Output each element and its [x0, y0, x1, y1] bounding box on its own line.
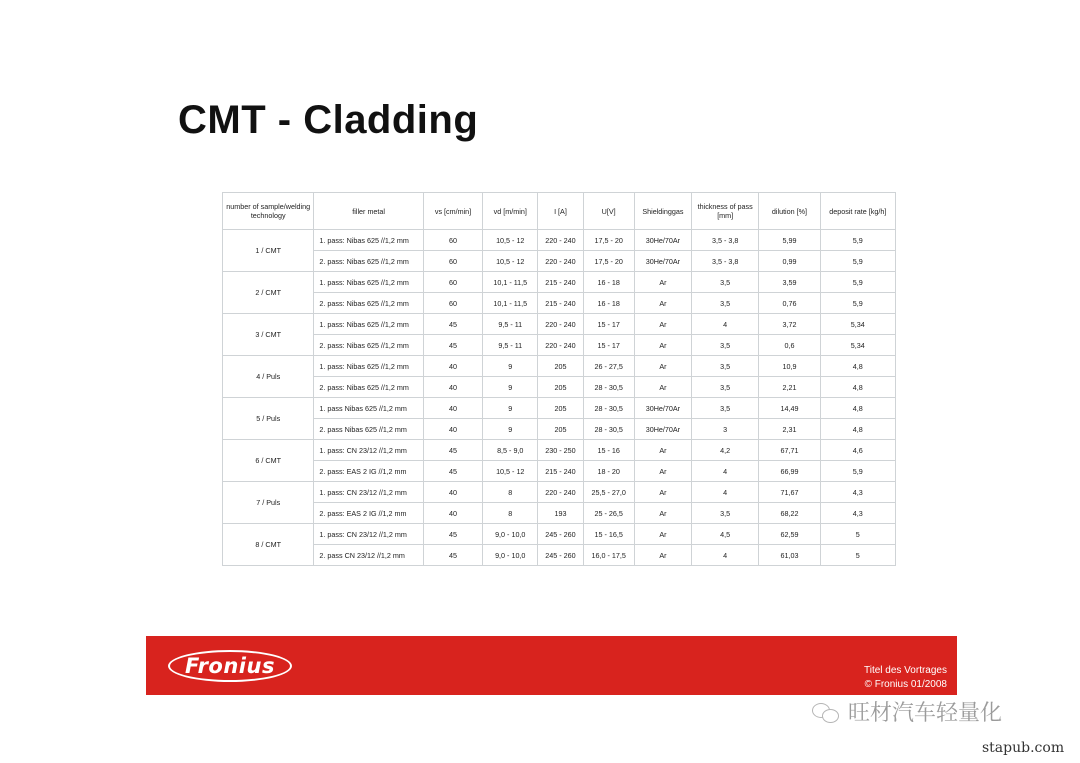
filler-metal-cell: 2. pass: EAS 2 IG //1,2 mm — [314, 461, 423, 482]
header-sample: number of sample/welding technology — [223, 193, 314, 230]
current-cell: 205 — [538, 398, 583, 419]
thickness-cell: 4,5 — [692, 524, 759, 545]
vd-cell: 9 — [483, 419, 538, 440]
deposit-rate-cell: 4,8 — [820, 377, 895, 398]
voltage-cell: 15 - 17 — [583, 314, 634, 335]
dilution-cell: 62,59 — [759, 524, 820, 545]
vd-cell: 10,5 - 12 — [483, 230, 538, 251]
vd-cell: 9 — [483, 356, 538, 377]
vs-cell: 45 — [423, 461, 482, 482]
dilution-cell: 14,49 — [759, 398, 820, 419]
current-cell: 220 - 240 — [538, 230, 583, 251]
vs-cell: 40 — [423, 398, 482, 419]
vs-cell: 60 — [423, 251, 482, 272]
thickness-cell: 3,5 - 3,8 — [692, 251, 759, 272]
current-cell: 193 — [538, 503, 583, 524]
voltage-cell: 15 - 16 — [583, 440, 634, 461]
deposit-rate-cell: 4,3 — [820, 503, 895, 524]
vd-cell: 9,0 - 10,0 — [483, 545, 538, 566]
thickness-cell: 4 — [692, 545, 759, 566]
shielding-gas-cell: Ar — [634, 356, 691, 377]
filler-metal-cell: 1. pass Nibas 625 //1,2 mm — [314, 398, 423, 419]
shielding-gas-cell: 30He/70Ar — [634, 398, 691, 419]
table-row — [223, 230, 896, 251]
thickness-cell: 3 — [692, 419, 759, 440]
dilution-cell: 0,6 — [759, 335, 820, 356]
filler-metal-cell: 1. pass: Nibas 625 //1,2 mm — [314, 230, 423, 251]
deposit-rate-cell: 5,9 — [820, 230, 895, 251]
filler-metal-cell: 2. pass: Nibas 625 //1,2 mm — [314, 293, 423, 314]
wechat-watermark — [812, 696, 1002, 727]
table-row — [223, 398, 896, 419]
wechat-icon — [812, 701, 840, 723]
table-row — [223, 251, 896, 272]
table-header-row — [223, 193, 896, 230]
vd-cell: 10,5 - 12 — [483, 251, 538, 272]
table-row — [223, 524, 896, 545]
table-row — [223, 335, 896, 356]
current-cell: 215 - 240 — [538, 461, 583, 482]
voltage-cell: 16 - 18 — [583, 293, 634, 314]
dilution-cell: 3,72 — [759, 314, 820, 335]
current-cell: 220 - 240 — [538, 314, 583, 335]
sample-cell: 4 / Puls — [223, 356, 314, 398]
vd-cell: 8 — [483, 503, 538, 524]
shielding-gas-cell: Ar — [634, 335, 691, 356]
current-cell: 205 — [538, 419, 583, 440]
vs-cell: 40 — [423, 482, 482, 503]
current-cell: 205 — [538, 377, 583, 398]
vs-cell: 40 — [423, 503, 482, 524]
deposit-rate-cell: 4,8 — [820, 419, 895, 440]
dilution-cell: 66,99 — [759, 461, 820, 482]
vs-cell: 60 — [423, 230, 482, 251]
filler-metal-cell: 2. pass: Nibas 625 //1,2 mm — [314, 251, 423, 272]
deposit-rate-cell: 5,34 — [820, 314, 895, 335]
table-row — [223, 545, 896, 566]
dilution-cell: 0,76 — [759, 293, 820, 314]
deposit-rate-cell: 4,8 — [820, 398, 895, 419]
sample-cell: 1 / CMT — [223, 230, 314, 272]
shielding-gas-cell: Ar — [634, 440, 691, 461]
header-dilution: dilution [%] — [759, 193, 820, 230]
dilution-cell: 2,21 — [759, 377, 820, 398]
vs-cell: 40 — [423, 356, 482, 377]
vs-cell: 45 — [423, 545, 482, 566]
table-body — [223, 230, 896, 566]
shielding-gas-cell: Ar — [634, 461, 691, 482]
vd-cell: 9,0 - 10,0 — [483, 524, 538, 545]
current-cell: 220 - 240 — [538, 335, 583, 356]
footer-presentation-title: Titel des Vortrages — [863, 665, 947, 676]
sample-cell: 5 / Puls — [223, 398, 314, 440]
shielding-gas-cell: Ar — [634, 293, 691, 314]
voltage-cell: 25 - 26,5 — [583, 503, 634, 524]
dilution-cell: 2,31 — [759, 419, 820, 440]
filler-metal-cell: 2. pass CN 23/12 //1,2 mm — [314, 545, 423, 566]
dilution-cell: 0,99 — [759, 251, 820, 272]
deposit-rate-cell: 4,3 — [820, 482, 895, 503]
header-filler-metal: filler metal — [314, 193, 423, 230]
vd-cell: 8,5 - 9,0 — [483, 440, 538, 461]
filler-metal-cell: 1. pass: Nibas 625 //1,2 mm — [314, 272, 423, 293]
vd-cell: 8 — [483, 482, 538, 503]
voltage-cell: 25,5 - 27,0 — [583, 482, 634, 503]
deposit-rate-cell: 5,34 — [820, 335, 895, 356]
header-voltage: U[V] — [583, 193, 634, 230]
voltage-cell: 26 - 27,5 — [583, 356, 634, 377]
current-cell: 215 - 240 — [538, 293, 583, 314]
footer-copyright: © Fronius 01/2008 — [864, 679, 947, 690]
sample-cell: 6 / CMT — [223, 440, 314, 482]
table-row — [223, 314, 896, 335]
voltage-cell: 18 - 20 — [583, 461, 634, 482]
current-cell: 230 - 250 — [538, 440, 583, 461]
shielding-gas-cell: 30He/70Ar — [634, 230, 691, 251]
voltage-cell: 17,5 - 20 — [583, 230, 634, 251]
thickness-cell: 3,5 — [692, 356, 759, 377]
thickness-cell: 4,2 — [692, 440, 759, 461]
deposit-rate-cell: 5,9 — [820, 293, 895, 314]
shielding-gas-cell: Ar — [634, 482, 691, 503]
current-cell: 220 - 240 — [538, 251, 583, 272]
voltage-cell: 17,5 - 20 — [583, 251, 634, 272]
voltage-cell: 15 - 17 — [583, 335, 634, 356]
dilution-cell: 61,03 — [759, 545, 820, 566]
deposit-rate-cell: 5 — [820, 545, 895, 566]
filler-metal-cell: 2. pass: Nibas 625 //1,2 mm — [314, 377, 423, 398]
thickness-cell: 4 — [692, 461, 759, 482]
header-deposit-rate: deposit rate [kg/h] — [820, 193, 895, 230]
vs-cell: 45 — [423, 524, 482, 545]
table-row — [223, 377, 896, 398]
table-row — [223, 293, 896, 314]
dilution-cell: 68,22 — [759, 503, 820, 524]
vs-cell: 45 — [423, 335, 482, 356]
dilution-cell: 3,59 — [759, 272, 820, 293]
vs-cell: 60 — [423, 272, 482, 293]
table-row — [223, 482, 896, 503]
table-row — [223, 272, 896, 293]
shielding-gas-cell: Ar — [634, 377, 691, 398]
slide-title: CMT - Cladding — [178, 98, 479, 142]
sample-cell: 7 / Puls — [223, 482, 314, 524]
vd-cell: 10,5 - 12 — [483, 461, 538, 482]
shielding-gas-cell: Ar — [634, 314, 691, 335]
shielding-gas-cell: Ar — [634, 545, 691, 566]
thickness-cell: 3,5 — [692, 272, 759, 293]
voltage-cell: 16,0 - 17,5 — [583, 545, 634, 566]
dilution-cell: 5,99 — [759, 230, 820, 251]
vd-cell: 9 — [483, 398, 538, 419]
cladding-table — [222, 192, 896, 566]
filler-metal-cell: 1. pass: CN 23/12 //1,2 mm — [314, 524, 423, 545]
vd-cell: 9,5 - 11 — [483, 335, 538, 356]
shielding-gas-cell: 30He/70Ar — [634, 251, 691, 272]
footer-info — [864, 664, 947, 692]
table-row — [223, 440, 896, 461]
vd-cell: 9 — [483, 377, 538, 398]
vd-cell: 10,1 - 11,5 — [483, 272, 538, 293]
filler-metal-cell: 2. pass: Nibas 625 //1,2 mm — [314, 335, 423, 356]
site-watermark: stapub.com — [982, 740, 1065, 756]
filler-metal-cell: 1. pass: Nibas 625 //1,2 mm — [314, 356, 423, 377]
table-row — [223, 461, 896, 482]
vd-cell: 10,1 - 11,5 — [483, 293, 538, 314]
deposit-rate-cell: 5,9 — [820, 461, 895, 482]
sample-cell: 8 / CMT — [223, 524, 314, 566]
voltage-cell: 28 - 30,5 — [583, 398, 634, 419]
header-vd: vd [m/min] — [483, 193, 538, 230]
thickness-cell: 3,5 - 3,8 — [692, 230, 759, 251]
thickness-cell: 4 — [692, 482, 759, 503]
vs-cell: 45 — [423, 440, 482, 461]
thickness-cell: 3,5 — [692, 293, 759, 314]
shielding-gas-cell: Ar — [634, 524, 691, 545]
thickness-cell: 3,5 — [692, 398, 759, 419]
table-row — [223, 503, 896, 524]
footer-bar — [146, 636, 957, 695]
dilution-cell: 71,67 — [759, 482, 820, 503]
deposit-rate-cell: 4,8 — [820, 356, 895, 377]
filler-metal-cell: 1. pass: CN 23/12 //1,2 mm — [314, 440, 423, 461]
voltage-cell: 16 - 18 — [583, 272, 634, 293]
fronius-logo: Fronius — [168, 650, 292, 682]
filler-metal-cell: 2. pass: EAS 2 IG //1,2 mm — [314, 503, 423, 524]
header-thickness: thickness of pass [mm] — [692, 193, 759, 230]
vs-cell: 40 — [423, 377, 482, 398]
shielding-gas-cell: Ar — [634, 272, 691, 293]
vs-cell: 40 — [423, 419, 482, 440]
header-current: I [A] — [538, 193, 583, 230]
sample-cell: 3 / CMT — [223, 314, 314, 356]
deposit-rate-cell: 5 — [820, 524, 895, 545]
thickness-cell: 3,5 — [692, 335, 759, 356]
voltage-cell: 15 - 16,5 — [583, 524, 634, 545]
sample-cell: 2 / CMT — [223, 272, 314, 314]
dilution-cell: 67,71 — [759, 440, 820, 461]
current-cell: 245 - 260 — [538, 545, 583, 566]
deposit-rate-cell: 5,9 — [820, 272, 895, 293]
dilution-cell: 10,9 — [759, 356, 820, 377]
vd-cell: 9,5 - 11 — [483, 314, 538, 335]
vs-cell: 45 — [423, 314, 482, 335]
deposit-rate-cell: 5,9 — [820, 251, 895, 272]
vs-cell: 60 — [423, 293, 482, 314]
voltage-cell: 28 - 30,5 — [583, 377, 634, 398]
header-vs: vs [cm/min] — [423, 193, 482, 230]
header-shielding-gas: Shieldinggas — [634, 193, 691, 230]
thickness-cell: 3,5 — [692, 503, 759, 524]
thickness-cell: 3,5 — [692, 377, 759, 398]
current-cell: 220 - 240 — [538, 482, 583, 503]
current-cell: 245 - 260 — [538, 524, 583, 545]
deposit-rate-cell: 4,6 — [820, 440, 895, 461]
table-row — [223, 419, 896, 440]
table-row — [223, 356, 896, 377]
current-cell: 215 - 240 — [538, 272, 583, 293]
shielding-gas-cell: 30He/70Ar — [634, 419, 691, 440]
wechat-account-name: 旺材汽车轻量化 — [848, 700, 1003, 725]
voltage-cell: 28 - 30,5 — [583, 419, 634, 440]
shielding-gas-cell: Ar — [634, 503, 691, 524]
thickness-cell: 4 — [692, 314, 759, 335]
current-cell: 205 — [538, 356, 583, 377]
filler-metal-cell: 2. pass Nibas 625 //1,2 mm — [314, 419, 423, 440]
filler-metal-cell: 1. pass: CN 23/12 //1,2 mm — [314, 482, 423, 503]
filler-metal-cell: 1. pass: Nibas 625 //1,2 mm — [314, 314, 423, 335]
